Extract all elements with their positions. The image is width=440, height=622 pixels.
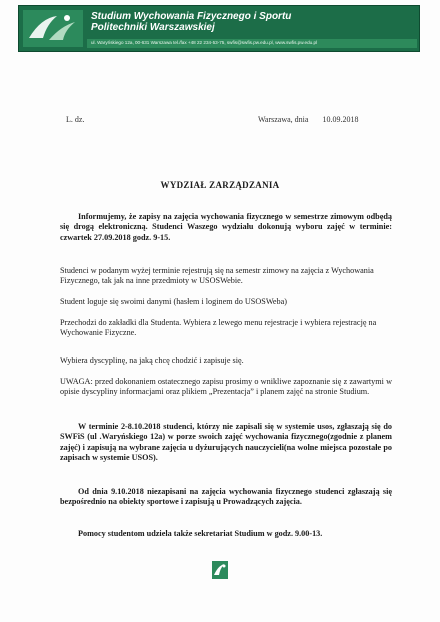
- ldz-label: L. dz.: [66, 115, 85, 124]
- date-line: [258, 115, 358, 124]
- footer-logo: [212, 561, 228, 579]
- paragraph-from-date: Od dnia 9.10.2018 niezapisani na zajęcia wychowania fizycznego studenci zgłaszają się bezpośrednio na obiekty sportowe i zapisują u Prowadzących zajęcia.: [60, 487, 392, 507]
- date-label: Warszawa, dnia: [258, 115, 309, 124]
- paragraph-late-registration: W terminie 2-8.10.2018 studenci, którzy nie zapisali się w systemie usos, zgłaszają się do SWFiS (ul .Waryńskiego 12a) w porze swoich zajęć wychowania fizycznego(zgodnie z planem zajęć) i zapisują na wybrane zajęcia u dyżurujących nauczycieli(na wolne miejsca pozostałe po zapisach w systemie USOS).: [60, 422, 392, 462]
- header-title-line2: Politechniki Warszawskiej: [91, 22, 215, 33]
- header-title-line1: Studium Wychowania Fizycznego i Sportu: [91, 11, 292, 22]
- paragraph-warning: UWAGA: przed dokonaniem ostatecznego zapisu prosimy o wnikliwe zapoznanie się z zawartymi w opisie dyscypliny informacjami oraz plikiem „Prezentacja” i planem zajęć na stronie Studium.: [60, 377, 392, 397]
- paragraph-login: Student loguje się swoimi danymi (hasłem i loginem do USOSWeba): [60, 297, 287, 306]
- paragraph-registration: Studenci w podanym wyżej terminie rejestrują się na semestr zimowy na zajęcia z Wychowania Fizycznego, tak jak na inne przedmioty w USOSWebie.: [60, 266, 374, 286]
- swfis-logo: [23, 10, 83, 47]
- paragraph-discipline: Wybiera dyscyplinę, na jaką chcę chodzić i zapisuje się.: [60, 356, 244, 365]
- paragraph-intro: Informujemy, że zapisy na zajęcia wychowania fizycznego w semestrze zimowym odbędą się drogą elektroniczną. Studenci Waszego wydziału dokonują wyboru zajęć w terminie: czwartek 27.09.2018 godz. 9-15.: [60, 212, 392, 242]
- letterhead: [18, 5, 420, 52]
- document-title: WYDZIAŁ ZARZĄDZANIA: [160, 180, 280, 190]
- date-value: 10.09.2018: [322, 115, 359, 124]
- header-contact: ul. Waryńskiego 12a, 00-631 Warszawa tel./fax +48 22 234-53-75, swfis@swfis.pw.edu.pl, www.swfis.pw.edu.pl: [91, 40, 318, 45]
- paragraph-tab: Przechodzi do zakładki dla Studenta. Wybiera z lewego menu rejestracje i wybiera rejestrację na Wychowanie Fizyczne.: [60, 318, 377, 338]
- paragraph-secretariat: Pomocy studentom udziela także sekretariat Studium w godz. 9.00-13.: [78, 529, 323, 538]
